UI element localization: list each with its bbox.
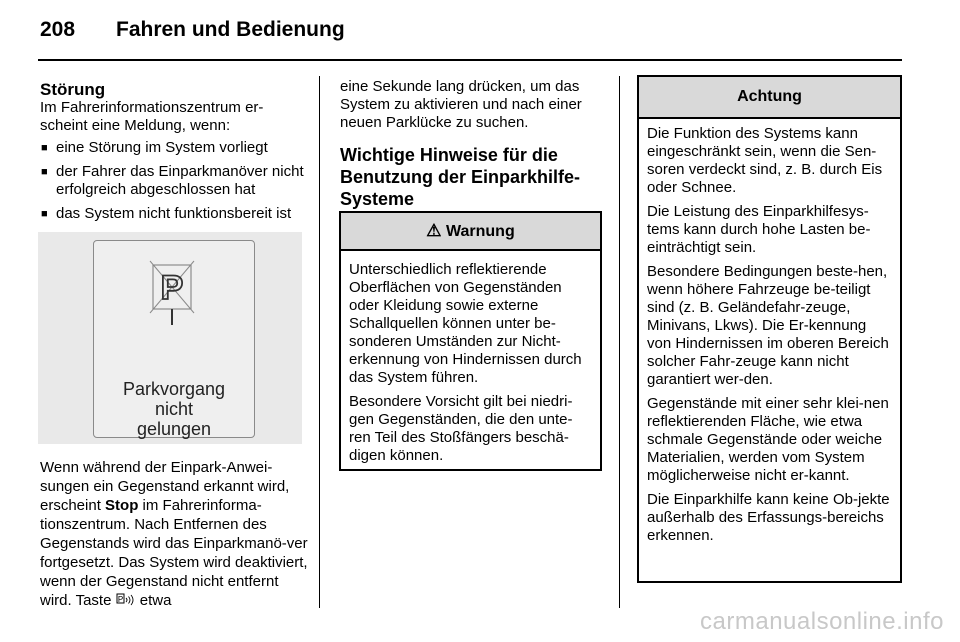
svg-text:P: P xyxy=(160,269,184,307)
section-heading-stoerung: Störung xyxy=(40,80,106,99)
warning-box xyxy=(339,211,602,471)
column-divider-2 xyxy=(619,76,620,608)
list-item: ■ das System nicht funktionsbereit ist xyxy=(40,205,310,223)
display-line: nicht xyxy=(154,399,194,419)
display-illustration xyxy=(38,232,302,444)
caution-paragraph: Die Leistung des Einparkhilfesys-tems kann durch hohe Lasten be-einträchtigt sein. xyxy=(647,203,871,256)
parking-assist-key-icon xyxy=(116,593,136,607)
section-heading-hinweise: Wichtige Hinweise für die Benutzung der Einparkhilfe-Systeme xyxy=(340,145,581,209)
page-title: Fahren und Bedienung xyxy=(116,18,345,41)
column-2 xyxy=(340,78,605,210)
warning-title: Warnung xyxy=(445,223,515,240)
page-number: 208 xyxy=(40,18,76,41)
info-display-screen xyxy=(93,240,255,438)
svg-text:P: P xyxy=(117,595,123,604)
stop-paragraph xyxy=(40,458,308,610)
display-line: Parkvorgang xyxy=(122,379,226,399)
warning-body xyxy=(341,251,600,473)
stop-text-before: Wenn während der Einpark-Anwei-sungen ein Gegenstand erkannt wird, erscheint xyxy=(40,459,290,514)
stop-text-after: im Fahrerinforma-tionszentrum. Nach Entfernen des Gegenstands wird das Einparkmanö-ver fortgesetzt. Das System wird deaktiviert, wenn der Gegenstand nicht entfernt wird. Taste xyxy=(40,497,308,609)
bullet-list xyxy=(40,139,310,223)
warning-header xyxy=(341,213,600,251)
caution-header xyxy=(639,77,900,119)
caution-paragraph: Besondere Bedingungen beste-hen, wenn höhere Fahrzeuge be-teiligt sind (z. B. Geländefahr-zeuge, Minivans, Lkws). Die Er-kennung von Hindernissen im oberen Bereich solcher Fahr-zeuge kann nicht garantiert wer-den. xyxy=(647,263,889,388)
caution-paragraph: Die Einparkhilfe kann keine Ob-jekte außerhalb des Erfassungs-bereichs erkennen. xyxy=(647,491,890,544)
warning-paragraph: Besondere Vorsicht gilt bei niedri-gen Gegenständen, die den unte-ren Teil des Stoßfängers beschä-digen können. xyxy=(349,393,573,464)
caution-title: Achtung xyxy=(737,88,802,105)
warning-paragraph: Unterschiedlich reflektierende Oberflächen von Gegenständen oder Kleidung sowie externe Schallquellen können unter be-sonderen Umständen zur Nicht-erkennung von Hindernissen durch das System führen. xyxy=(349,261,582,386)
intro-text xyxy=(40,99,310,135)
display-line: gelungen xyxy=(136,419,212,439)
caution-paragraph: Gegenstände mit einer sehr klei-nen reflektierenden Fläche, wie etwa schmale Gegenstände oder weiche Materialien, werden vom System möglicherweise nicht er-kannt. xyxy=(647,395,889,484)
intro-line: scheint eine Meldung, wenn: xyxy=(40,117,231,134)
warning-triangle-icon: ⚠ xyxy=(426,221,442,240)
list-item: ■ eine Störung im System vorliegt xyxy=(40,139,310,157)
parking-failed-icon xyxy=(94,249,254,339)
stop-text-end: etwa xyxy=(135,592,172,609)
stop-keyword: Stop xyxy=(105,497,139,514)
header-rule xyxy=(38,59,902,61)
caution-box xyxy=(637,75,902,583)
caution-body xyxy=(639,119,900,553)
column-1 xyxy=(40,80,310,229)
display-message xyxy=(94,379,254,439)
watermark: carmanualsonline.info xyxy=(700,608,944,635)
caution-paragraph: Die Funktion des Systems kann eingeschränkt sein, wenn die Sen-soren verdeckt sind, z. B. durch Eis oder Schnee. xyxy=(647,125,883,196)
intro-line: Im Fahrerinformationszentrum er- xyxy=(40,99,264,116)
column-divider-1 xyxy=(319,76,320,608)
continuation-text: eine Sekunde lang drücken, um das System zu aktivieren und nach einer neuen Parklücke zu suchen. xyxy=(340,78,582,131)
list-item: ■ der Fahrer das Einparkmanöver nicht erfolgreich abgeschlossen hat xyxy=(40,163,310,199)
